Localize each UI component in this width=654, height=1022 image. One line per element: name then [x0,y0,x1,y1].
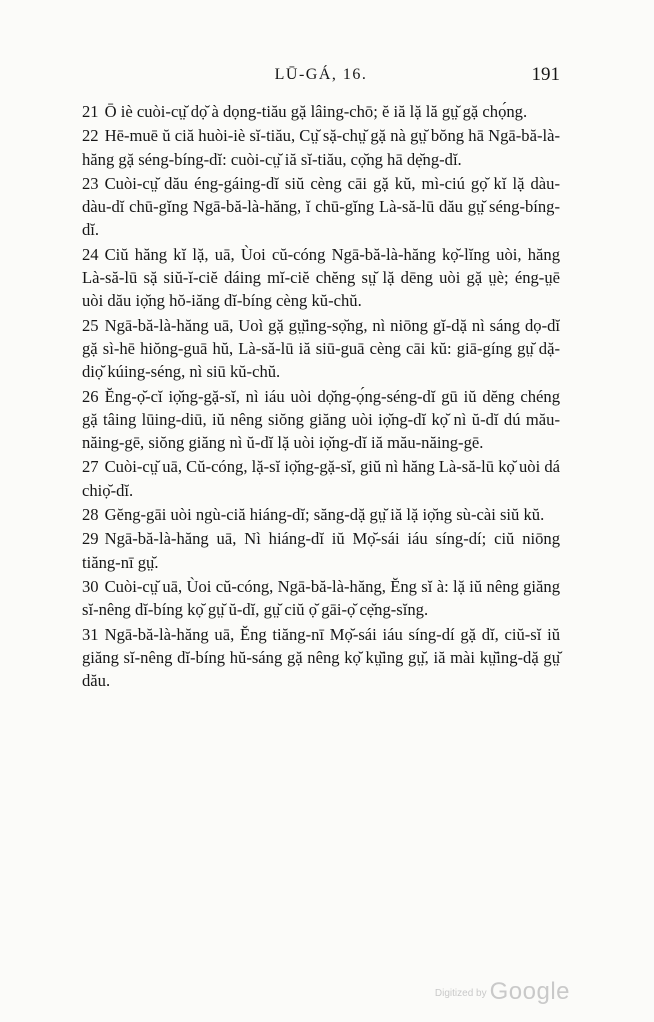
verse-31 [82,623,560,693]
verse-text: Ō iè cuòi-cṳ̆ dọ̆ à dọng-tiău gặ lâing-chō; ĕ iă lặ lă gṳ̆ gặ chọ́ng. [104,102,528,121]
verse-text: Ciŭ hăng kĭ lặ, uā, Ùoi cŭ-cóng Ngā-bă-là-hăng kọ̆-lĭng uòi, hăng Là-să-lū sặ siŭ-ĭ-ciĕ dáing mĭ-ciĕ chĕng sṳ̆ lặ dēng uòi gặ ṳè; éng-ṳē uòi dău iọ̆ng hŏ-iăng dĭ-bíng cèng kŭ-chŭ. [82,244,560,311]
verse-list [82,100,560,692]
verse-22 [82,124,560,171]
verse-number: 21 [82,102,99,121]
verse-30 [82,575,560,622]
verse-text: Ngā-bă-là-hăng uā, Ĕng tiăng-nī Mọ̆-sái iáu síng-dí gặ dĭ, ciŭ-sĭ iŭ giăng sĭ-nêng dĭ-bíng hŭ-sáng gặ nêng kọ̆ kṳ̆ing gṳ̆, iă mài kṳ̆ing-dặ gṳ̆ dău. [82,624,560,691]
verse-25 [82,314,560,384]
page-number: 191 [531,64,560,85]
verse-number: 28 [82,505,99,525]
watermark-prefix: Digitized by [434,988,487,999]
verse-number: 30 [82,576,99,596]
verse-number: 24 [82,244,99,264]
verse-26 [82,385,560,455]
watermark-brand: Google [489,978,570,1005]
verse-text: Ĕng-ọ̆-cĭ iọ̆ng-gặ-sĭ, nì iáu uòi dọ̆ng-ọ́ng-séng-dĭ gū iŭ dĕng chéng gặ tâing lūing-diū, iŭ nêng siŏng giăng uòi iọ̆ng-dĭ kọ̆ nì ŭ-dĭ dú mău-năing-gē, siŏng giăng nì ŭ-dĭ lặ uòi iọ̆ng-dĭ iă mău-năing-gē. [82,386,560,453]
verse-number: 29 [82,529,99,549]
verse-number: 26 [82,386,99,406]
verse-text: Cuòi-cṳ̆ uā, Ùoi cŭ-cóng, Ngā-bă-là-hăng, Ĕng sĭ à: lặ iŭ nêng giăng sĭ-nêng dĭ-bíng kọ̆ gṳ̆ ŭ-dĭ, gṳ̆ ciŭ ọ̆ gāi-ọ̆ cẹ̆ng-sĭng. [82,576,560,620]
verse-text: Ngā-bă-là-hăng uā, Uoì gặ gṳ̆ing-sọ̆ng, nì niōng gĭ-dặ nì sáng dọ-dĭ gặ sì-hē hiŏng-guā hŭ, Là-să-lū iă siū-guā cèng cāi kŭ: giā-gíng gṳ̆ dặ-diọ̆ kúing-séng, nì siū kŭ-chŭ. [82,315,560,382]
verse-29 [82,527,560,574]
verse-number: 27 [82,457,99,477]
verse-27 [82,455,560,502]
verse-text: Cuòi-cṳ̆ uā, Cŭ-cóng, lặ-sĭ iọ̆ng-gặ-sĭ, giŭ nì hăng Là-să-lū kọ̆ uòi dá chiọ̆-dĭ. [82,457,560,500]
verse-number: 22 [82,126,99,146]
verse-24 [82,243,560,313]
verse-text: Cuòi-cṳ̆ dău éng-gáing-dĭ siŭ cèng cāi gặ kŭ, mì-ciú gọ̆ kĭ lặ dàu-dàu-dĭ chū-gĭng Ngā-bă-là-hăng, ĭ chū-gĭng Là-să-lū dău gṳ̆ séng-bíng-dĭ. [82,173,560,240]
verse-number: 23 [82,173,99,193]
verse-text: Gĕng-gāi uòi ngù-ciă hiáng-dĭ; săng-dặ gṳ̆ iă lặ iọ̆ng sù-cài siŭ kŭ. [104,505,545,525]
verse-text: Ngā-bă-là-hăng uā, Nì hiáng-dĭ iŭ Mọ̆-sái iáu síng-dí; ciŭ niōng tiăng-nī gṳ̆. [82,529,560,572]
verse-21 [82,100,560,123]
book-page [82,62,560,693]
verse-number: 31 [82,624,99,644]
digitization-watermark [435,978,570,1006]
verse-23 [82,172,560,242]
verse-28 [82,503,560,526]
running-head: LŪ-GÁ, 16. [274,66,368,83]
page-header [82,62,560,92]
verse-text: Hē-muē ŭ ciă huòi-iè sĭ-tiău, Cṳ̆ sặ-chṳ̆ gặ nà gṳ̆ bŏng hā Ngā-bă-là-hăng gặ séng-bíng-dĭ: cuòi-cṳ̆ iă sĭ-tiău, cọ̆ng hā dẹ̆ng-dĭ. [82,126,560,169]
verse-number: 25 [82,315,99,335]
